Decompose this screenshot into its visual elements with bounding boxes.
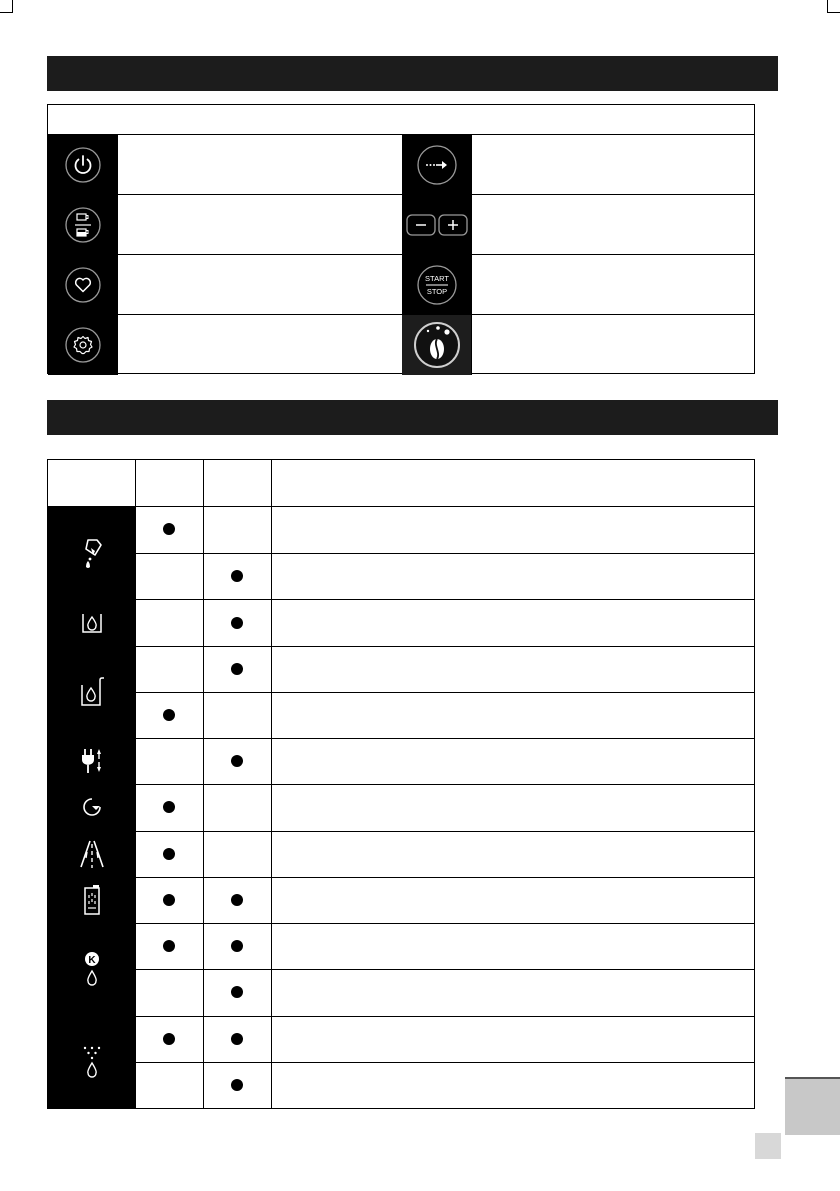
indicator-cell-1 <box>135 693 203 738</box>
symbol-row <box>135 738 754 784</box>
description-cell <box>271 924 754 969</box>
column-header-description <box>271 460 754 507</box>
description-cell <box>271 739 754 784</box>
symbol-cell <box>48 599 135 645</box>
indicator-dot <box>231 663 243 675</box>
crop-mark-top-left <box>0 0 13 13</box>
controls-row <box>48 135 754 195</box>
indicator-cell-1 <box>135 878 203 923</box>
symbol-row <box>135 599 754 645</box>
start-stop-button[interactable] <box>402 255 471 314</box>
cup-size-button[interactable] <box>48 195 117 254</box>
description-cell <box>271 1063 754 1108</box>
controls-row <box>48 195 754 255</box>
indicator-cell-2 <box>203 693 271 738</box>
indicator-cell-1 <box>135 1063 203 1108</box>
indicator-cell-1 <box>135 600 203 645</box>
description-cell <box>271 970 754 1015</box>
column-header-2 <box>203 460 271 507</box>
stop-label: STOP <box>426 286 447 296</box>
indicator-dot <box>163 848 175 860</box>
indicator-cell-1 <box>135 739 203 784</box>
indicator-cell-2 <box>203 1063 271 1108</box>
symbol-row <box>135 923 754 969</box>
description-cell <box>271 600 754 645</box>
cup-size-icon <box>63 205 103 245</box>
cleaning-tablet-icon <box>77 536 107 570</box>
symbols-table <box>47 459 755 1109</box>
description-cell <box>271 785 754 830</box>
indicator-cell-2 <box>203 647 271 692</box>
indicator-dot <box>163 940 175 952</box>
crop-mark-top-right <box>827 0 840 13</box>
indicator-cell-1 <box>135 1017 203 1062</box>
indicator-dot <box>231 1033 243 1045</box>
symbol-cell <box>48 738 135 784</box>
symbol-cell <box>48 923 135 1015</box>
drip-tray-icon <box>80 883 104 917</box>
indicator-cell-2 <box>203 878 271 923</box>
indicator-dot <box>231 570 243 582</box>
column-header-1 <box>135 460 203 507</box>
coffee-bean-knob-icon <box>411 319 463 371</box>
water-tank-refill-icon <box>77 675 107 709</box>
symbol-cell <box>48 646 135 738</box>
symbol-cell <box>48 831 135 877</box>
indicator-dot <box>163 523 175 535</box>
description-cell <box>271 878 754 923</box>
indicator-cell-1 <box>135 507 203 553</box>
symbol-row <box>135 877 754 923</box>
section-header-bar-symbols <box>47 400 778 435</box>
descale-k-icon <box>77 947 107 991</box>
symbol-cell <box>48 784 135 830</box>
indicator-cell-1 <box>135 832 203 877</box>
next-arrow-button[interactable] <box>402 135 471 194</box>
controls-table <box>47 104 755 374</box>
favourite-button[interactable] <box>48 255 117 314</box>
coffee-bean-knob[interactable] <box>402 315 471 375</box>
symbol-row <box>135 646 754 692</box>
rinse-cycle-icon <box>79 794 105 820</box>
indicator-cell-2 <box>203 600 271 645</box>
arrow-right-icon <box>415 143 459 187</box>
minus-plus-icon <box>406 213 468 237</box>
description-cell <box>271 693 754 738</box>
indicator-cell-2 <box>203 554 271 599</box>
indicator-dot <box>231 894 243 906</box>
symbol-row <box>135 1016 754 1062</box>
indicator-dot <box>231 986 243 998</box>
symbol-row <box>135 1062 754 1108</box>
symbol-cell <box>48 877 135 923</box>
controls-row <box>48 255 754 315</box>
power-plug-icon <box>77 746 107 776</box>
description-cell <box>271 832 754 877</box>
indicator-cell-2 <box>203 970 271 1015</box>
descale-k-label: K <box>87 955 96 967</box>
settings-icon <box>63 325 103 365</box>
symbol-row <box>135 969 754 1015</box>
symbol-row <box>135 692 754 738</box>
indicator-dot <box>163 801 175 813</box>
indicator-dot <box>231 755 243 767</box>
indicator-dot <box>231 940 243 952</box>
water-tank-icon <box>78 609 106 637</box>
indicator-cell-1 <box>135 554 203 599</box>
heart-icon <box>63 265 103 305</box>
indicator-cell-2 <box>203 739 271 784</box>
power-button[interactable] <box>48 135 117 194</box>
description-cell <box>271 647 754 692</box>
water-filter-icon <box>77 1042 107 1082</box>
section-header-bar-controls <box>47 56 778 91</box>
settings-button[interactable] <box>48 315 117 375</box>
controls-table-header <box>48 105 754 135</box>
indicator-dot <box>163 709 175 721</box>
description-cell <box>271 1017 754 1062</box>
brew-unit-icon <box>77 838 107 870</box>
description-cell <box>271 554 754 599</box>
symbol-cell <box>48 1016 135 1108</box>
symbol-row <box>135 831 754 877</box>
chapter-tab <box>785 1077 840 1135</box>
indicator-cell-1 <box>135 924 203 969</box>
power-icon <box>63 145 103 185</box>
indicator-cell-1 <box>135 970 203 1015</box>
indicator-dot <box>163 1033 175 1045</box>
indicator-cell-1 <box>135 647 203 692</box>
indicator-cell-2 <box>203 924 271 969</box>
symbol-row <box>135 507 754 553</box>
symbol-row <box>135 784 754 830</box>
indicator-cell-2 <box>203 507 271 553</box>
symbol-cell <box>48 507 135 599</box>
minus-plus-buttons[interactable] <box>402 195 471 254</box>
symbol-column-header <box>48 460 135 507</box>
page-number-box <box>755 1133 781 1159</box>
indicator-cell-2 <box>203 832 271 877</box>
indicator-cell-1 <box>135 785 203 830</box>
start-label: START <box>424 273 449 283</box>
symbol-row <box>135 553 754 599</box>
controls-row <box>48 315 754 375</box>
indicator-dot <box>231 617 243 629</box>
indicator-cell-2 <box>203 1017 271 1062</box>
indicator-cell-2 <box>203 785 271 830</box>
description-cell <box>271 507 754 553</box>
indicator-dot <box>163 894 175 906</box>
start-stop-icon <box>415 263 459 307</box>
indicator-dot <box>231 1079 243 1091</box>
